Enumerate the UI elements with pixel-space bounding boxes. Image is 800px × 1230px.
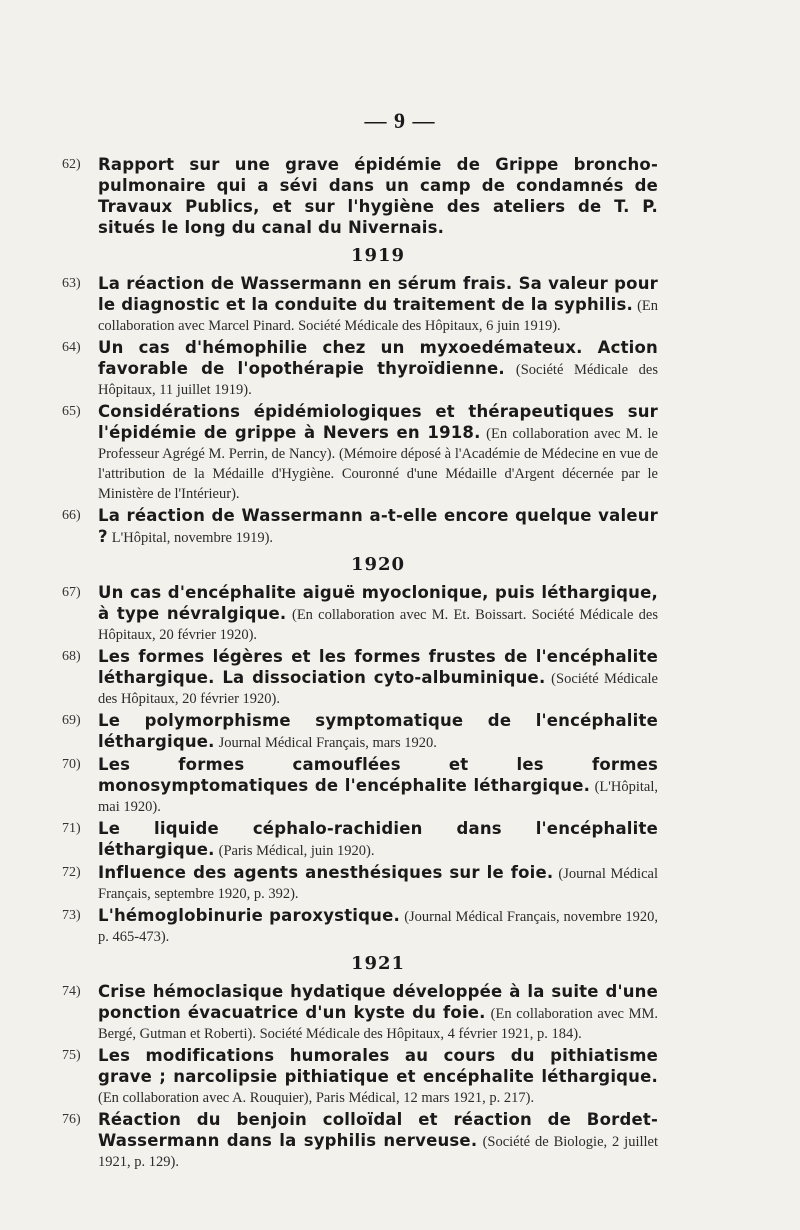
entry-number: 70) [62, 757, 81, 772]
entry-number: 71) [62, 821, 81, 836]
page-number: — 9 — [364, 108, 436, 133]
entry-reference: (L'Hôpital, mai 1920). [98, 779, 659, 815]
entry-title: Influence des agents anesthésiques sur le foie. [98, 863, 554, 882]
entry-reference: (Journal Médical Français, septembre 1920, p. 392). [98, 866, 658, 902]
entry-68 [62, 647, 658, 709]
entry-72 [62, 863, 658, 904]
entry-number: 62) [62, 157, 81, 172]
year-heading-1919: 1919 [350, 245, 406, 266]
entry-title: Un cas d'encéphalite aiguë myoclonique, puis léthargique, à type névralgique. [98, 583, 658, 623]
entry-reference: (Société Médicale des Hôpitaux, 11 juillet 1919). [98, 362, 659, 398]
year-heading-1920: 1920 [350, 554, 406, 575]
entry-66 [62, 506, 658, 548]
entry-number: 63) [62, 276, 81, 291]
entry-reference: (Société de Biologie, 2 juillet 1921, p. 129). [98, 1134, 659, 1170]
entry-title: L'hémoglobinurie paroxystique. [98, 906, 400, 925]
entry-67 [62, 583, 658, 645]
entry-reference: (Société Médicale des Hôpitaux, 20 février 1920). [98, 671, 658, 707]
entry-number: 74) [62, 984, 81, 999]
entry-number: 75) [62, 1048, 81, 1063]
entry-title: Le liquide céphalo-rachidien dans l'encéphalite léthargique. [98, 819, 658, 859]
entry-number: 66) [62, 508, 81, 523]
entry-75 [62, 1046, 658, 1108]
entry-number: 68) [62, 649, 81, 664]
entry-64 [62, 338, 658, 400]
entry-reference: (En collaboration avec M. le Professeur Agrégé M. Perrin, de Nancy). (Mémoire déposé à l'Académie de Médecine en vue de l'attribution de la Médaille d'Hygiène. Couronné d'une Médaille d'Argent décernée par le Ministère de l'Intérieur). [98, 426, 658, 502]
entry-title: Les modifications humorales au cours du pithiatisme grave ; narcolipsie pithiatique et encéphalite léthargique. [98, 1046, 658, 1086]
entry-number: 69) [62, 713, 81, 728]
bibliography-list [62, 155, 658, 1174]
entry-title: Considérations épidémiologiques et thérapeutiques sur l'épidémie de grippe à Nevers en 1918. [98, 402, 658, 442]
entry-71 [62, 819, 658, 861]
entry-69 [62, 711, 658, 753]
entry-reference: (Journal Médical Français, novembre 1920, p. 465-473). [98, 909, 658, 945]
entry-reference: Journal Médical Français, mars 1920. [218, 735, 437, 751]
entry-reference: (En collaboration avec M. Et. Boissart. Société Médicale des Hôpitaux, 20 février 1920). [98, 607, 658, 643]
entry-number: 65) [62, 404, 81, 419]
entry-number: 67) [62, 585, 81, 600]
entry-title: La réaction de Wassermann a-t-elle encore quelque valeur ? [98, 506, 658, 546]
entry-73 [62, 906, 658, 947]
entry-reference: L'Hôpital, novembre 1919). [111, 530, 274, 546]
entry-title: Le polymorphisme symptomatique de l'encéphalite léthargique. [98, 711, 658, 751]
entry-70 [62, 755, 658, 817]
entry-title: Réaction du benjoin colloïdal et réaction de Bordet-Wassermann dans la syphilis nerveuse. [98, 1110, 658, 1150]
entry-76 [62, 1110, 658, 1172]
entry-title: Un cas d'hémophilie chez un myxoedémateux. Action favorable de l'opothérapie thyroïdienne. [98, 338, 658, 378]
entry-number: 72) [62, 865, 81, 880]
entry-title: Les formes légères et les formes frustes de l'encéphalite léthargique. La dissociation cyto-albuminique. [98, 647, 658, 687]
entry-number: 64) [62, 340, 81, 355]
entry-62 [62, 155, 658, 239]
entry-reference: (En collaboration avec Marcel Pinard. Société Médicale des Hôpitaux, 6 juin 1919). [98, 298, 659, 334]
entry-title: La réaction de Wassermann en sérum frais. Sa valeur pour le diagnostic et la conduite du traitement de la syphilis. [98, 274, 658, 314]
entry-reference: (Paris Médical, juin 1920). [218, 843, 375, 859]
entry-65 [62, 402, 658, 504]
entry-number: 73) [62, 908, 81, 923]
entry-74 [62, 982, 658, 1044]
entry-title: Rapport sur une grave épidémie de Grippe broncho-pulmonaire qui a sévi dans un camp de condamnés de Travaux Publics, et sur l'hygiène des ateliers de T. P. situés le long du canal du Nivernais. [98, 155, 658, 237]
entry-title: Crise hémoclasique hydatique développée à la suite d'une ponction évacuatrice d'un kyste du foie. [98, 982, 658, 1022]
entry-title: Les formes camouflées et les formes monosymptomatiques de l'encéphalite léthargique. [98, 755, 658, 795]
entry-number: 76) [62, 1112, 81, 1127]
entry-63 [62, 274, 658, 336]
year-heading-1921: 1921 [350, 953, 406, 974]
entry-reference: (En collaboration avec A. Rouquier), Paris Médical, 12 mars 1921, p. 217). [98, 1090, 535, 1106]
entry-reference: (En collaboration avec MM. Bergé, Gutman et Roberti). Société Médicale des Hôpitaux, 4 février 1921, p. 184). [98, 1006, 658, 1042]
